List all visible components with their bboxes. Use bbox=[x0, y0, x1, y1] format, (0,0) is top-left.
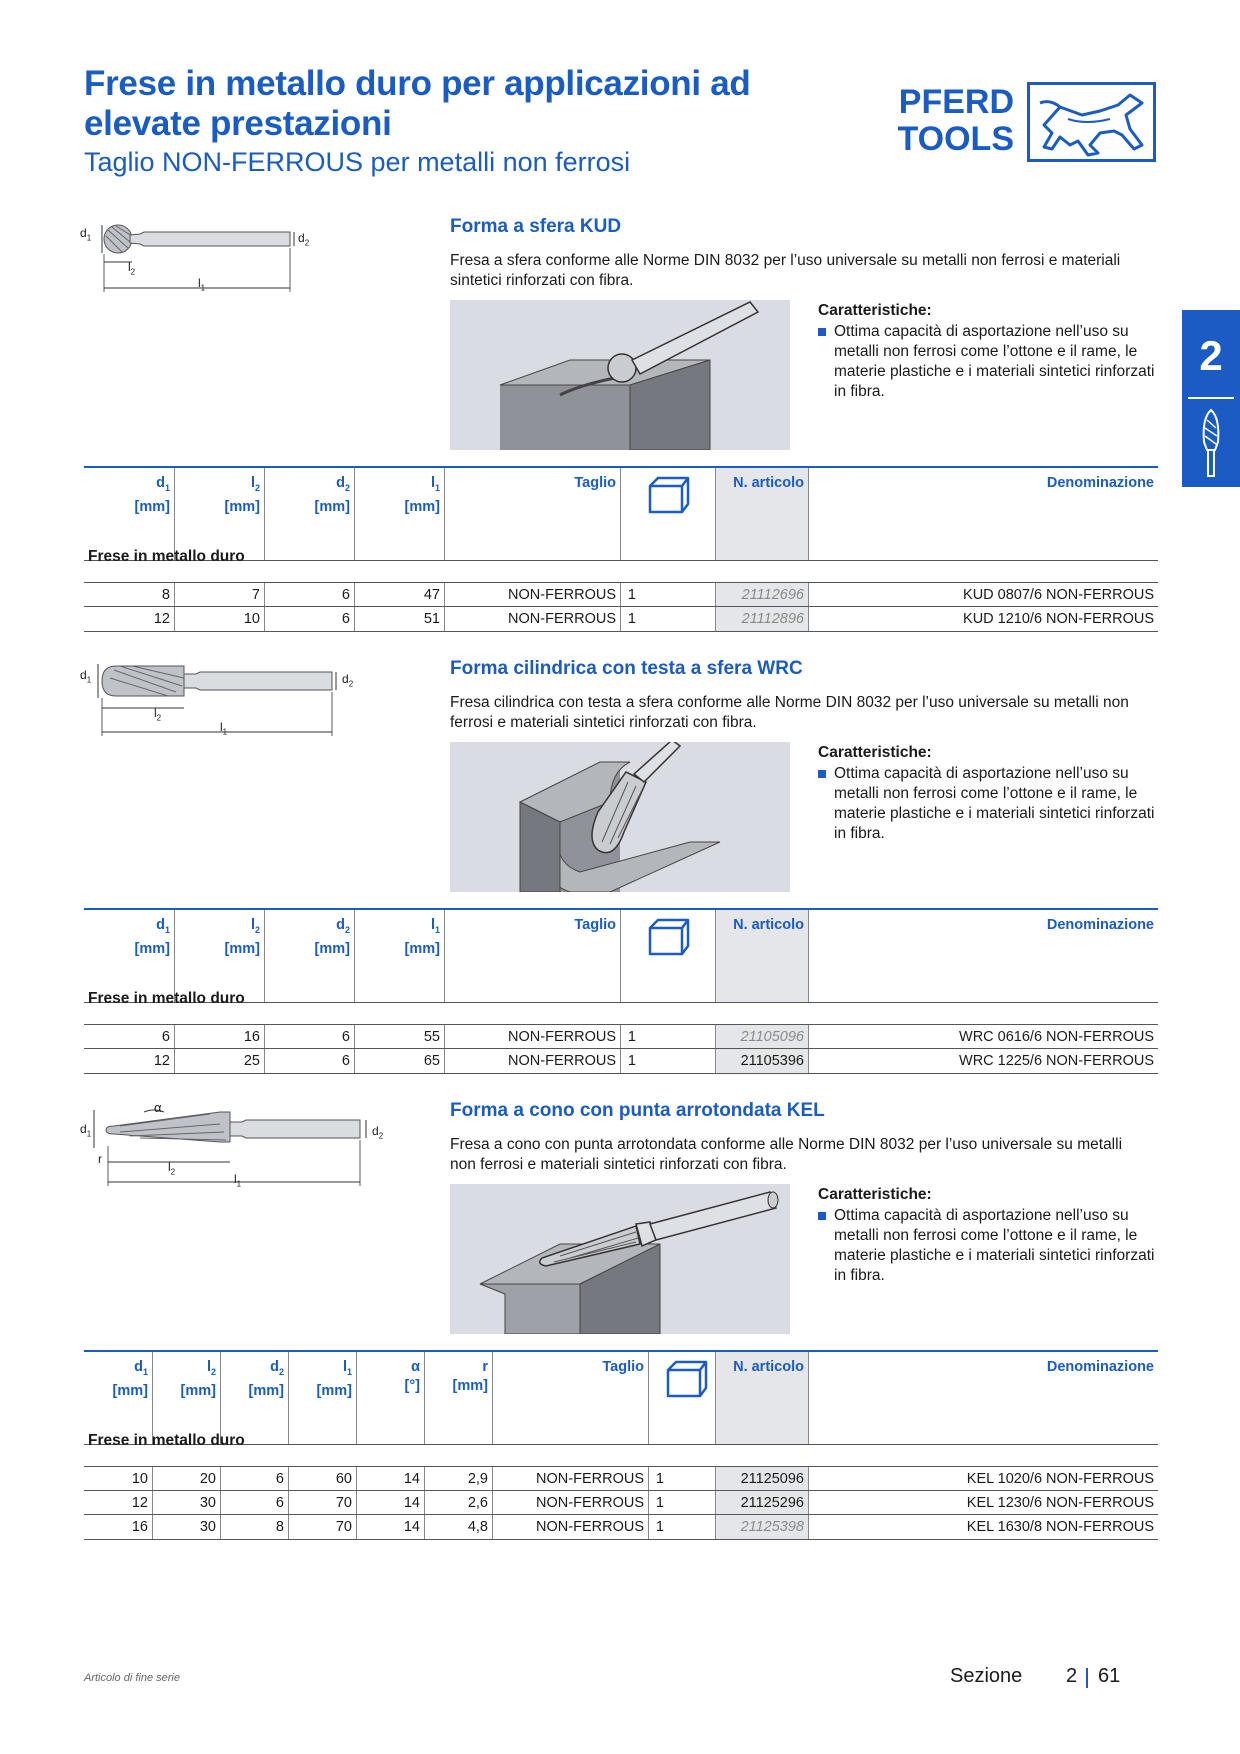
label-l1: $l_1$ bbox=[198, 276, 206, 293]
wrc-features-heading: Caratteristiche: bbox=[818, 744, 932, 761]
label-l2: $l_2$ bbox=[128, 260, 136, 277]
wrc-usage-illustration bbox=[450, 742, 790, 892]
col-l1: $l_1$ [mm] bbox=[404, 917, 440, 957]
article-number: 21112696 bbox=[741, 587, 804, 603]
horse-emblem bbox=[1027, 82, 1156, 162]
col-denominazione: Denominazione bbox=[1046, 1359, 1154, 1375]
product-name: KEL 1230/6 NON-FERROUS bbox=[966, 1495, 1154, 1511]
article-number: 21112896 bbox=[741, 611, 804, 627]
table-row: 12 25 6 65 NON-FERROUS 1 21105396 WRC 1225/6 NON-FERROUS bbox=[84, 1048, 1158, 1074]
col-l1: $l_1$ [mm] bbox=[404, 475, 440, 515]
label-l2: $l_2$ bbox=[168, 1160, 176, 1177]
col-d2: $d_2$ [mm] bbox=[314, 917, 350, 957]
logo-line2: TOOLS bbox=[897, 120, 1014, 158]
section-side-tab bbox=[1182, 310, 1240, 487]
col-denominazione: Denominazione bbox=[1046, 917, 1154, 933]
horse-icon bbox=[1030, 85, 1153, 159]
kel-description: Fresa a cono con punta arrotondata conforme alle Norme DIN 8032 per l’uso universale su metalli non ferrosi e materiali sintetici rinforzati con fibra. bbox=[450, 1136, 1123, 1173]
table-row: 12 10 6 51 NON-FERROUS 1 21112896 KUD 1210/6 NON-FERROUS bbox=[84, 606, 1158, 632]
label-d2: $d_2$ bbox=[342, 672, 354, 689]
page-subtitle: Taglio NON-FERROUS per metalli non ferrosi bbox=[84, 147, 631, 177]
article-number: 21105396 bbox=[740, 1053, 804, 1069]
kud-group-label: Frese in metallo duro bbox=[88, 548, 245, 565]
col-articolo: N. articolo bbox=[733, 1359, 804, 1375]
product-name: KUD 0807/6 NON-FERROUS bbox=[963, 587, 1154, 603]
footer-page-number: 61 bbox=[1098, 1665, 1121, 1687]
footer-section-number: 2 bbox=[1066, 1665, 1078, 1687]
kel-usage-illustration bbox=[450, 1184, 790, 1334]
col-taglio: Taglio bbox=[602, 1359, 644, 1375]
article-number: 21105096 bbox=[740, 1029, 804, 1045]
label-d1: $d_1$ bbox=[80, 1122, 92, 1139]
wrc-group-label: Frese in metallo duro bbox=[88, 990, 245, 1007]
product-name: KUD 1210/6 NON-FERROUS bbox=[963, 611, 1154, 627]
col-l2: $l_2$ [mm] bbox=[224, 475, 260, 515]
label-d2: $d_2$ bbox=[298, 231, 310, 248]
table-row: 12 30 6 70 14 2,6 NON-FERROUS 1 21125296 KEL 1230/6 NON-FERROUS bbox=[84, 1490, 1158, 1515]
kel-feature-text: Ottima capacità di asportazione nell’uso su metalli non ferrosi come l’ottone e il rame, le materie plastiche e i materiali sintetici rinforzati in fibra. bbox=[834, 1207, 1155, 1284]
kud-technical-drawing bbox=[80, 222, 310, 298]
col-l1: $l_1$ [mm] bbox=[316, 1359, 352, 1399]
package-box-icon bbox=[646, 474, 690, 514]
label-l1: $l_1$ bbox=[234, 1172, 242, 1189]
kud-features-heading: Caratteristiche: bbox=[818, 302, 932, 319]
kel-table-header bbox=[84, 1350, 1158, 1445]
table-row: 10 20 6 60 14 2,9 NON-FERROUS 1 21125096 KEL 1020/6 NON-FERROUS bbox=[84, 1466, 1158, 1491]
side-tab-number: 2 bbox=[1199, 332, 1223, 379]
package-box-icon bbox=[664, 1358, 708, 1398]
col-articolo: N. articolo bbox=[733, 475, 804, 491]
product-name: KEL 1630/8 NON-FERROUS bbox=[966, 1519, 1154, 1535]
label-l2: $l_2$ bbox=[154, 706, 162, 723]
side-tab-separator bbox=[1188, 397, 1234, 399]
kud-usage-illustration bbox=[450, 300, 790, 450]
col-r: r [mm] bbox=[452, 1359, 488, 1394]
wrc-table-header bbox=[84, 908, 1158, 1003]
label-l1: $l_1$ bbox=[220, 720, 228, 737]
package-box-icon bbox=[646, 916, 690, 956]
kel-feature-item bbox=[818, 1206, 1158, 1286]
logo-text bbox=[882, 84, 1014, 158]
col-taglio: Taglio bbox=[574, 917, 616, 933]
wrc-description: Fresa cilindrica con testa a sfera conforme alle Norme DIN 8032 per l’uso universale su metalli non ferrosi e materiali sintetici rinforzati con fibra. bbox=[450, 694, 1129, 731]
kud-feature-text: Ottima capacità di asportazione nell’uso su metalli non ferrosi come l’ottone e il rame, le materie plastiche e i materiali sintetici rinforzati in fibra. bbox=[834, 323, 1155, 400]
kud-description: Fresa a sfera conforme alle Norme DIN 8032 per l’uso universale su metalli non ferrosi e materiali sintetici rinforzati con fibra. bbox=[450, 252, 1121, 289]
table-row: 8 7 6 47 NON-FERROUS 1 21112696 KUD 0807/6 NON-FERROUS bbox=[84, 582, 1158, 607]
col-taglio: Taglio bbox=[574, 475, 616, 491]
wrc-feature-item bbox=[818, 764, 1158, 844]
bullet-icon bbox=[818, 1212, 826, 1220]
article-number: 21125296 bbox=[740, 1495, 804, 1511]
kud-feature-item bbox=[818, 322, 1158, 402]
wrc-technical-drawing bbox=[80, 662, 380, 742]
wrc-feature-text: Ottima capacità di asportazione nell’uso su metalli non ferrosi come l’ottone e il rame, le materie plastiche e i materiali sintetici rinforzati in fibra. bbox=[834, 765, 1155, 842]
kel-group-label: Frese in metallo duro bbox=[88, 1432, 245, 1449]
label-d1: $d_1$ bbox=[80, 226, 92, 243]
footer-divider bbox=[1086, 1668, 1088, 1688]
kel-features-heading: Caratteristiche: bbox=[818, 1186, 932, 1203]
product-name: WRC 0616/6 NON-FERROUS bbox=[959, 1029, 1154, 1045]
kel-section-title: Forma a cono con punta arrotondata KEL bbox=[450, 1100, 825, 1121]
label-d1: $d_1$ bbox=[80, 668, 92, 685]
article-number: 21125096 bbox=[740, 1471, 804, 1487]
logo-line1: PFERD bbox=[898, 83, 1014, 121]
wrc-section-title: Forma cilindrica con testa a sfera WRC bbox=[450, 658, 803, 679]
bullet-icon bbox=[818, 328, 826, 336]
footer-section-label: Sezione bbox=[950, 1665, 1023, 1687]
label-d2: $d_2$ bbox=[372, 1124, 384, 1141]
label-alpha: α bbox=[154, 1100, 162, 1115]
bullet-icon bbox=[818, 770, 826, 778]
col-d1: $d_1$ [mm] bbox=[134, 917, 170, 957]
kud-drawing-svg bbox=[80, 222, 300, 298]
kel-application-image bbox=[450, 1184, 790, 1334]
product-name: WRC 1225/6 NON-FERROUS bbox=[959, 1053, 1154, 1069]
table-row: 16 30 8 70 14 4,8 NON-FERROUS 1 21125398 KEL 1630/8 NON-FERROUS bbox=[84, 1514, 1158, 1540]
col-d2: $d_2$ [mm] bbox=[314, 475, 350, 515]
page-title: Frese in metallo duro per applicazioni ad elevate prestazioni bbox=[84, 64, 751, 143]
kud-table-header bbox=[84, 466, 1158, 561]
kud-application-image bbox=[450, 300, 790, 450]
kud-section-title: Forma a sfera KUD bbox=[450, 216, 622, 237]
product-name: KEL 1020/6 NON-FERROUS bbox=[966, 1471, 1154, 1487]
col-articolo: N. articolo bbox=[733, 917, 804, 933]
wrc-application-image bbox=[450, 742, 790, 892]
kel-technical-drawing bbox=[80, 1100, 400, 1192]
end-of-series-note: Articolo di fine serie bbox=[84, 1672, 180, 1684]
col-l2: $l_2$ [mm] bbox=[224, 917, 260, 957]
col-d1: $d_1$ [mm] bbox=[134, 475, 170, 515]
burr-tool-icon bbox=[1198, 408, 1224, 478]
table-row: 6 16 6 55 NON-FERROUS 1 21105096 WRC 0616/6 NON-FERROUS bbox=[84, 1024, 1158, 1049]
col-d2: $d_2$ [mm] bbox=[248, 1359, 284, 1399]
label-r: r bbox=[98, 1152, 102, 1166]
wrc-drawing-svg bbox=[80, 662, 380, 742]
article-number: 21125398 bbox=[740, 1519, 804, 1535]
col-alpha: α [°] bbox=[404, 1359, 420, 1394]
col-d1: $d_1$ [mm] bbox=[112, 1359, 148, 1399]
col-denominazione: Denominazione bbox=[1046, 475, 1154, 491]
col-l2: $l_2$ [mm] bbox=[180, 1359, 216, 1399]
pferd-tools-logo bbox=[882, 82, 1160, 166]
